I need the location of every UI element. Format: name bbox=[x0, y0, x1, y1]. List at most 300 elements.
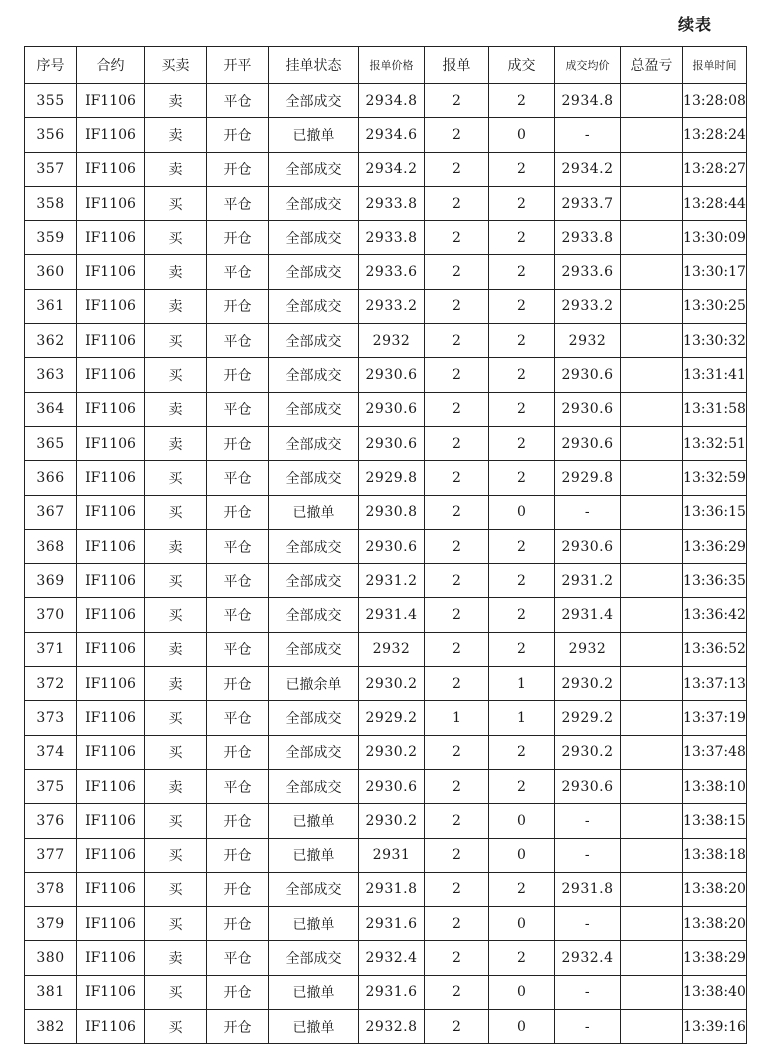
side-cell: 卖 bbox=[145, 941, 207, 975]
side-cell: 卖 bbox=[145, 632, 207, 666]
table-row bbox=[25, 426, 747, 460]
contract-cell: IF1106 bbox=[77, 598, 145, 632]
contract-cell: IF1106 bbox=[77, 564, 145, 598]
avg-price-cell: - bbox=[555, 804, 621, 838]
time-cell: 13:30:09 bbox=[683, 221, 747, 255]
order-qty-cell: 2 bbox=[425, 324, 489, 358]
time-cell: 13:39:16 bbox=[683, 1010, 747, 1044]
table-row bbox=[25, 461, 747, 495]
open-close-cell: 平仓 bbox=[207, 701, 269, 735]
open-close-cell: 开仓 bbox=[207, 118, 269, 152]
status-cell: 全部成交 bbox=[269, 529, 359, 563]
table-row bbox=[25, 598, 747, 632]
order-qty-cell: 2 bbox=[425, 84, 489, 118]
time-cell: 13:32:59 bbox=[683, 461, 747, 495]
pnl-cell bbox=[621, 186, 683, 220]
col-header-avg-fill-price: 成交均价 bbox=[555, 47, 621, 84]
pnl-cell bbox=[621, 598, 683, 632]
seq-cell: 377 bbox=[25, 838, 77, 872]
pnl-cell bbox=[621, 735, 683, 769]
status-cell: 全部成交 bbox=[269, 324, 359, 358]
time-cell: 13:31:58 bbox=[683, 392, 747, 426]
side-cell: 买 bbox=[145, 221, 207, 255]
status-cell: 全部成交 bbox=[269, 598, 359, 632]
pnl-cell bbox=[621, 118, 683, 152]
pnl-cell bbox=[621, 461, 683, 495]
pnl-cell bbox=[621, 289, 683, 323]
contract-cell: IF1106 bbox=[77, 495, 145, 529]
open-close-cell: 开仓 bbox=[207, 667, 269, 701]
open-close-cell: 开仓 bbox=[207, 872, 269, 906]
side-cell: 卖 bbox=[145, 529, 207, 563]
time-cell: 13:38:15 bbox=[683, 804, 747, 838]
contract-cell: IF1106 bbox=[77, 838, 145, 872]
avg-price-cell: - bbox=[555, 495, 621, 529]
order-qty-cell: 2 bbox=[425, 598, 489, 632]
avg-price-cell: 2931.4 bbox=[555, 598, 621, 632]
order-price-cell: 2930.6 bbox=[359, 358, 425, 392]
order-price-cell: 2930.8 bbox=[359, 495, 425, 529]
table-row bbox=[25, 735, 747, 769]
seq-cell: 371 bbox=[25, 632, 77, 666]
filled-qty-cell: 2 bbox=[489, 84, 555, 118]
open-close-cell: 平仓 bbox=[207, 186, 269, 220]
side-cell: 买 bbox=[145, 804, 207, 838]
open-close-cell: 开仓 bbox=[207, 289, 269, 323]
avg-price-cell: - bbox=[555, 838, 621, 872]
status-cell: 全部成交 bbox=[269, 358, 359, 392]
pnl-cell bbox=[621, 392, 683, 426]
pnl-cell bbox=[621, 152, 683, 186]
open-close-cell: 平仓 bbox=[207, 632, 269, 666]
avg-price-cell: 2934.8 bbox=[555, 84, 621, 118]
avg-price-cell: 2930.2 bbox=[555, 735, 621, 769]
seq-cell: 365 bbox=[25, 426, 77, 460]
pnl-cell bbox=[621, 1010, 683, 1044]
pnl-cell bbox=[621, 564, 683, 598]
order-price-cell: 2931.6 bbox=[359, 907, 425, 941]
open-close-cell: 平仓 bbox=[207, 941, 269, 975]
status-cell: 已撤单 bbox=[269, 838, 359, 872]
order-price-cell: 2929.8 bbox=[359, 461, 425, 495]
order-price-cell: 2931.4 bbox=[359, 598, 425, 632]
filled-qty-cell: 2 bbox=[489, 941, 555, 975]
time-cell: 13:37:48 bbox=[683, 735, 747, 769]
filled-qty-cell: 2 bbox=[489, 529, 555, 563]
avg-price-cell: 2931.8 bbox=[555, 872, 621, 906]
filled-qty-cell: 2 bbox=[489, 598, 555, 632]
side-cell: 买 bbox=[145, 598, 207, 632]
avg-price-cell: 2934.2 bbox=[555, 152, 621, 186]
order-qty-cell: 2 bbox=[425, 975, 489, 1009]
order-price-cell: 2933.2 bbox=[359, 289, 425, 323]
table-row bbox=[25, 221, 747, 255]
order-price-cell: 2933.8 bbox=[359, 221, 425, 255]
table-row bbox=[25, 701, 747, 735]
contract-cell: IF1106 bbox=[77, 118, 145, 152]
table-row bbox=[25, 495, 747, 529]
order-price-cell: 2932.8 bbox=[359, 1010, 425, 1044]
contract-cell: IF1106 bbox=[77, 289, 145, 323]
avg-price-cell: 2932.4 bbox=[555, 941, 621, 975]
order-price-cell: 2930.2 bbox=[359, 735, 425, 769]
order-qty-cell: 2 bbox=[425, 735, 489, 769]
order-qty-cell: 2 bbox=[425, 358, 489, 392]
side-cell: 卖 bbox=[145, 667, 207, 701]
order-price-cell: 2930.6 bbox=[359, 426, 425, 460]
table-row bbox=[25, 804, 747, 838]
side-cell: 买 bbox=[145, 907, 207, 941]
order-qty-cell: 2 bbox=[425, 495, 489, 529]
avg-price-cell: 2932 bbox=[555, 324, 621, 358]
order-qty-cell: 2 bbox=[425, 804, 489, 838]
order-price-cell: 2930.6 bbox=[359, 392, 425, 426]
order-price-cell: 2931 bbox=[359, 838, 425, 872]
status-cell: 已撤单 bbox=[269, 1010, 359, 1044]
contract-cell: IF1106 bbox=[77, 1010, 145, 1044]
table-row bbox=[25, 907, 747, 941]
filled-qty-cell: 2 bbox=[489, 426, 555, 460]
status-cell: 全部成交 bbox=[269, 564, 359, 598]
time-cell: 13:38:20 bbox=[683, 872, 747, 906]
contract-cell: IF1106 bbox=[77, 735, 145, 769]
status-cell: 已撤单 bbox=[269, 495, 359, 529]
order-qty-cell: 2 bbox=[425, 872, 489, 906]
order-qty-cell: 2 bbox=[425, 152, 489, 186]
seq-cell: 358 bbox=[25, 186, 77, 220]
side-cell: 买 bbox=[145, 324, 207, 358]
status-cell: 全部成交 bbox=[269, 289, 359, 323]
avg-price-cell: 2933.6 bbox=[555, 255, 621, 289]
table-row bbox=[25, 392, 747, 426]
status-cell: 全部成交 bbox=[269, 392, 359, 426]
table-row bbox=[25, 289, 747, 323]
order-qty-cell: 2 bbox=[425, 838, 489, 872]
filled-qty-cell: 2 bbox=[489, 392, 555, 426]
open-close-cell: 平仓 bbox=[207, 564, 269, 598]
order-price-cell: 2933.8 bbox=[359, 186, 425, 220]
open-close-cell: 平仓 bbox=[207, 392, 269, 426]
time-cell: 13:38:40 bbox=[683, 975, 747, 1009]
open-close-cell: 开仓 bbox=[207, 804, 269, 838]
order-price-cell: 2933.6 bbox=[359, 255, 425, 289]
pnl-cell bbox=[621, 769, 683, 803]
seq-cell: 374 bbox=[25, 735, 77, 769]
order-price-cell: 2929.2 bbox=[359, 701, 425, 735]
col-header-contract: 合约 bbox=[77, 47, 145, 84]
order-qty-cell: 2 bbox=[425, 221, 489, 255]
seq-cell: 355 bbox=[25, 84, 77, 118]
continued-table-label: 续表 bbox=[677, 15, 712, 34]
filled-qty-cell: 2 bbox=[489, 632, 555, 666]
contract-cell: IF1106 bbox=[77, 426, 145, 460]
pnl-cell bbox=[621, 426, 683, 460]
side-cell: 买 bbox=[145, 975, 207, 1009]
open-close-cell: 平仓 bbox=[207, 324, 269, 358]
filled-qty-cell: 0 bbox=[489, 804, 555, 838]
open-close-cell: 开仓 bbox=[207, 907, 269, 941]
filled-qty-cell: 2 bbox=[489, 152, 555, 186]
contract-cell: IF1106 bbox=[77, 769, 145, 803]
filled-qty-cell: 0 bbox=[489, 838, 555, 872]
col-header-order-price: 报单价格 bbox=[359, 47, 425, 84]
col-header-seq: 序号 bbox=[25, 47, 77, 84]
status-cell: 全部成交 bbox=[269, 701, 359, 735]
side-cell: 买 bbox=[145, 358, 207, 392]
side-cell: 卖 bbox=[145, 118, 207, 152]
order-price-cell: 2931.6 bbox=[359, 975, 425, 1009]
pnl-cell bbox=[621, 495, 683, 529]
order-price-cell: 2934.8 bbox=[359, 84, 425, 118]
seq-cell: 376 bbox=[25, 804, 77, 838]
pnl-cell bbox=[621, 221, 683, 255]
seq-cell: 360 bbox=[25, 255, 77, 289]
table-row bbox=[25, 84, 747, 118]
avg-price-cell: 2930.6 bbox=[555, 426, 621, 460]
pnl-cell bbox=[621, 255, 683, 289]
contract-cell: IF1106 bbox=[77, 152, 145, 186]
open-close-cell: 开仓 bbox=[207, 221, 269, 255]
seq-cell: 381 bbox=[25, 975, 77, 1009]
side-cell: 买 bbox=[145, 1010, 207, 1044]
pnl-cell bbox=[621, 975, 683, 1009]
filled-qty-cell: 0 bbox=[489, 1010, 555, 1044]
avg-price-cell: - bbox=[555, 975, 621, 1009]
filled-qty-cell: 0 bbox=[489, 118, 555, 152]
status-cell: 全部成交 bbox=[269, 941, 359, 975]
trade-order-table bbox=[24, 46, 747, 1044]
avg-price-cell: 2930.2 bbox=[555, 667, 621, 701]
contract-cell: IF1106 bbox=[77, 975, 145, 1009]
seq-cell: 370 bbox=[25, 598, 77, 632]
avg-price-cell: - bbox=[555, 118, 621, 152]
status-cell: 全部成交 bbox=[269, 186, 359, 220]
col-header-side: 买卖 bbox=[145, 47, 207, 84]
avg-price-cell: 2929.8 bbox=[555, 461, 621, 495]
open-close-cell: 开仓 bbox=[207, 495, 269, 529]
filled-qty-cell: 2 bbox=[489, 769, 555, 803]
seq-cell: 375 bbox=[25, 769, 77, 803]
avg-price-cell: 2930.6 bbox=[555, 529, 621, 563]
table-row bbox=[25, 838, 747, 872]
seq-cell: 366 bbox=[25, 461, 77, 495]
order-price-cell: 2932 bbox=[359, 632, 425, 666]
status-cell: 全部成交 bbox=[269, 769, 359, 803]
contract-cell: IF1106 bbox=[77, 186, 145, 220]
filled-qty-cell: 0 bbox=[489, 907, 555, 941]
open-close-cell: 开仓 bbox=[207, 975, 269, 1009]
avg-price-cell: 2931.2 bbox=[555, 564, 621, 598]
side-cell: 买 bbox=[145, 186, 207, 220]
order-price-cell: 2932.4 bbox=[359, 941, 425, 975]
seq-cell: 379 bbox=[25, 907, 77, 941]
avg-price-cell: 2933.8 bbox=[555, 221, 621, 255]
open-close-cell: 开仓 bbox=[207, 1010, 269, 1044]
contract-cell: IF1106 bbox=[77, 941, 145, 975]
order-qty-cell: 2 bbox=[425, 632, 489, 666]
status-cell: 全部成交 bbox=[269, 255, 359, 289]
filled-qty-cell: 2 bbox=[489, 564, 555, 598]
pnl-cell bbox=[621, 941, 683, 975]
table-row bbox=[25, 632, 747, 666]
pnl-cell bbox=[621, 872, 683, 906]
pnl-cell bbox=[621, 529, 683, 563]
order-price-cell: 2934.2 bbox=[359, 152, 425, 186]
table-header-row bbox=[25, 47, 747, 84]
seq-cell: 357 bbox=[25, 152, 77, 186]
avg-price-cell: - bbox=[555, 1010, 621, 1044]
filled-qty-cell: 2 bbox=[489, 221, 555, 255]
open-close-cell: 平仓 bbox=[207, 84, 269, 118]
time-cell: 13:37:13 bbox=[683, 667, 747, 701]
table-row bbox=[25, 255, 747, 289]
table-row bbox=[25, 872, 747, 906]
contract-cell: IF1106 bbox=[77, 324, 145, 358]
filled-qty-cell: 2 bbox=[489, 289, 555, 323]
pnl-cell bbox=[621, 804, 683, 838]
side-cell: 买 bbox=[145, 701, 207, 735]
col-header-order-qty: 报单 bbox=[425, 47, 489, 84]
order-price-cell: 2931.2 bbox=[359, 564, 425, 598]
status-cell: 全部成交 bbox=[269, 426, 359, 460]
pnl-cell bbox=[621, 907, 683, 941]
filled-qty-cell: 2 bbox=[489, 324, 555, 358]
side-cell: 买 bbox=[145, 735, 207, 769]
time-cell: 13:32:51 bbox=[683, 426, 747, 460]
avg-price-cell: 2933.7 bbox=[555, 186, 621, 220]
contract-cell: IF1106 bbox=[77, 255, 145, 289]
time-cell: 13:30:25 bbox=[683, 289, 747, 323]
order-qty-cell: 2 bbox=[425, 461, 489, 495]
seq-cell: 362 bbox=[25, 324, 77, 358]
seq-cell: 373 bbox=[25, 701, 77, 735]
open-close-cell: 平仓 bbox=[207, 769, 269, 803]
status-cell: 已撤单 bbox=[269, 118, 359, 152]
avg-price-cell: - bbox=[555, 907, 621, 941]
contract-cell: IF1106 bbox=[77, 392, 145, 426]
side-cell: 卖 bbox=[145, 289, 207, 323]
status-cell: 全部成交 bbox=[269, 461, 359, 495]
avg-price-cell: 2930.6 bbox=[555, 769, 621, 803]
time-cell: 13:36:35 bbox=[683, 564, 747, 598]
side-cell: 买 bbox=[145, 564, 207, 598]
order-qty-cell: 2 bbox=[425, 1010, 489, 1044]
avg-price-cell: 2929.2 bbox=[555, 701, 621, 735]
filled-qty-cell: 1 bbox=[489, 667, 555, 701]
table-row bbox=[25, 1010, 747, 1044]
open-close-cell: 开仓 bbox=[207, 358, 269, 392]
seq-cell: 361 bbox=[25, 289, 77, 323]
open-close-cell: 平仓 bbox=[207, 529, 269, 563]
table-body bbox=[25, 84, 747, 1044]
time-cell: 13:28:44 bbox=[683, 186, 747, 220]
status-cell: 全部成交 bbox=[269, 872, 359, 906]
time-cell: 13:36:52 bbox=[683, 632, 747, 666]
order-price-cell: 2930.6 bbox=[359, 529, 425, 563]
table-row bbox=[25, 564, 747, 598]
table-row bbox=[25, 529, 747, 563]
col-header-filled-qty: 成交 bbox=[489, 47, 555, 84]
filled-qty-cell: 1 bbox=[489, 701, 555, 735]
contract-cell: IF1106 bbox=[77, 84, 145, 118]
time-cell: 13:38:20 bbox=[683, 907, 747, 941]
status-cell: 全部成交 bbox=[269, 152, 359, 186]
time-cell: 13:28:08 bbox=[683, 84, 747, 118]
order-qty-cell: 2 bbox=[425, 392, 489, 426]
seq-cell: 356 bbox=[25, 118, 77, 152]
contract-cell: IF1106 bbox=[77, 907, 145, 941]
open-close-cell: 平仓 bbox=[207, 598, 269, 632]
time-cell: 13:31:41 bbox=[683, 358, 747, 392]
status-cell: 已撤单 bbox=[269, 804, 359, 838]
filled-qty-cell: 2 bbox=[489, 358, 555, 392]
order-qty-cell: 2 bbox=[425, 667, 489, 701]
order-qty-cell: 1 bbox=[425, 701, 489, 735]
contract-cell: IF1106 bbox=[77, 358, 145, 392]
side-cell: 买 bbox=[145, 461, 207, 495]
order-qty-cell: 2 bbox=[425, 529, 489, 563]
filled-qty-cell: 2 bbox=[489, 461, 555, 495]
time-cell: 13:30:32 bbox=[683, 324, 747, 358]
avg-price-cell: 2933.2 bbox=[555, 289, 621, 323]
seq-cell: 372 bbox=[25, 667, 77, 701]
seq-cell: 368 bbox=[25, 529, 77, 563]
order-qty-cell: 2 bbox=[425, 186, 489, 220]
open-close-cell: 开仓 bbox=[207, 152, 269, 186]
filled-qty-cell: 2 bbox=[489, 186, 555, 220]
order-price-cell: 2930.6 bbox=[359, 769, 425, 803]
avg-price-cell: 2930.6 bbox=[555, 392, 621, 426]
order-price-cell: 2930.2 bbox=[359, 667, 425, 701]
col-header-open-close: 开平 bbox=[207, 47, 269, 84]
order-price-cell: 2930.2 bbox=[359, 804, 425, 838]
time-cell: 13:36:15 bbox=[683, 495, 747, 529]
table-row bbox=[25, 975, 747, 1009]
time-cell: 13:36:29 bbox=[683, 529, 747, 563]
time-cell: 13:38:18 bbox=[683, 838, 747, 872]
seq-cell: 364 bbox=[25, 392, 77, 426]
time-cell: 13:28:24 bbox=[683, 118, 747, 152]
table-row bbox=[25, 941, 747, 975]
seq-cell: 363 bbox=[25, 358, 77, 392]
side-cell: 买 bbox=[145, 838, 207, 872]
time-cell: 13:38:29 bbox=[683, 941, 747, 975]
order-price-cell: 2934.6 bbox=[359, 118, 425, 152]
status-cell: 已撤单 bbox=[269, 907, 359, 941]
side-cell: 卖 bbox=[145, 426, 207, 460]
order-qty-cell: 2 bbox=[425, 941, 489, 975]
order-price-cell: 2932 bbox=[359, 324, 425, 358]
side-cell: 卖 bbox=[145, 255, 207, 289]
pnl-cell bbox=[621, 667, 683, 701]
table-row bbox=[25, 152, 747, 186]
pnl-cell bbox=[621, 84, 683, 118]
side-cell: 卖 bbox=[145, 392, 207, 426]
order-qty-cell: 2 bbox=[425, 769, 489, 803]
time-cell: 13:28:27 bbox=[683, 152, 747, 186]
order-qty-cell: 2 bbox=[425, 118, 489, 152]
table-row bbox=[25, 324, 747, 358]
status-cell: 全部成交 bbox=[269, 632, 359, 666]
filled-qty-cell: 0 bbox=[489, 495, 555, 529]
avg-price-cell: 2930.6 bbox=[555, 358, 621, 392]
time-cell: 13:30:17 bbox=[683, 255, 747, 289]
seq-cell: 380 bbox=[25, 941, 77, 975]
table-row bbox=[25, 667, 747, 701]
open-close-cell: 开仓 bbox=[207, 426, 269, 460]
pnl-cell bbox=[621, 838, 683, 872]
pnl-cell bbox=[621, 358, 683, 392]
